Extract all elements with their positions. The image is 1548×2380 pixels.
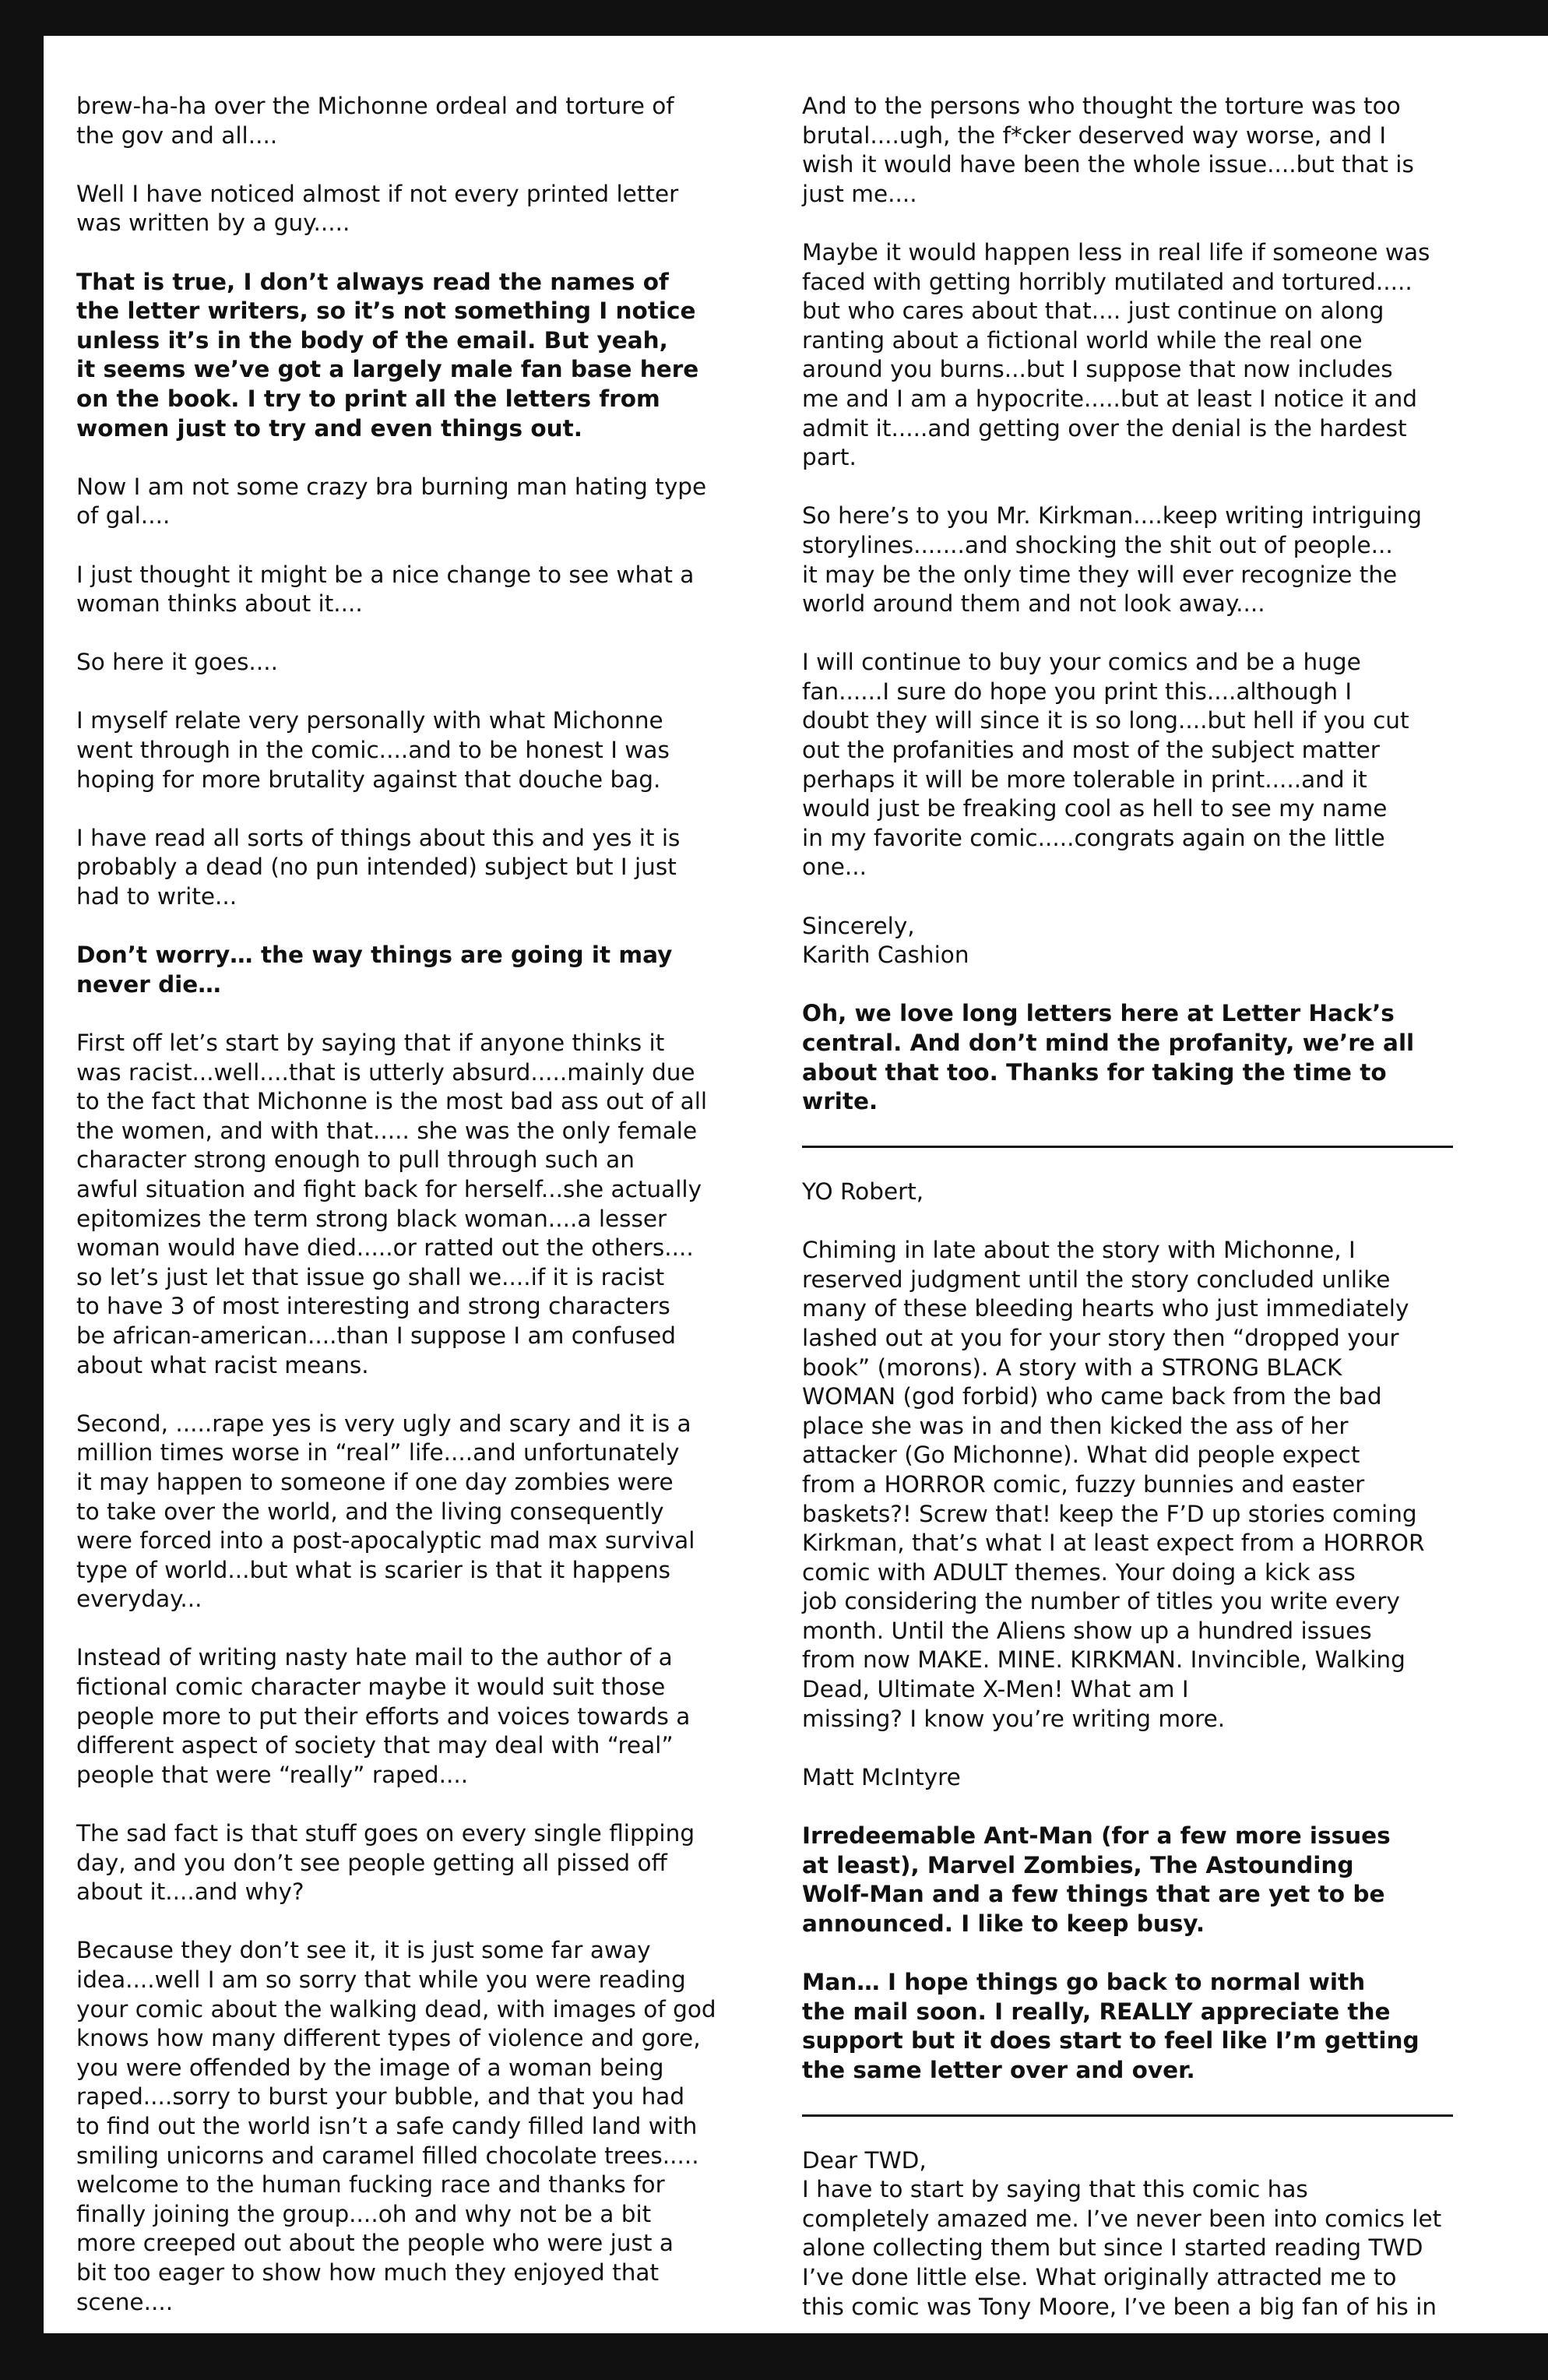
letter-paragraph: I just thought it might be a nice change to see what a woman thinks about it....	[76, 561, 695, 618]
letter-paragraph: So here it goes....	[76, 649, 278, 676]
letter-paragraph: I have read all sorts of things about this and yes it is probably a dead (no pun intended) subject but I just had to write...	[76, 824, 681, 910]
letter-paragraph: Dear TWD, I have to start by saying that this comic has completely amazed me. I’ve never been into comics let alone collecting them but since I started reading TWD I’ve done little else. What originally attracted me to this comic was Tony Moore, I’ve been a big fan of his in	[802, 2146, 1442, 2320]
letter-paragraph: Second, .....rape yes is very ugly and scary and it is a million times worse in “real” life....and unfortunately it may happen to someone if one day zombies were to take over the world, and the living consequently were forced into a post-apocalyptic mad max survival type of world...but what is scarier is that it happens everyday...	[76, 1410, 695, 1613]
letter-paragraph: Well I have noticed almost if not every printed letter was written by a guy.....	[76, 180, 679, 237]
letter-paragraph: I myself relate very personally with what Michonne went through in the comic....and to be honest I was hoping for more brutality against that douche bag.	[76, 707, 670, 793]
letter-paragraph: So here’s to you Mr. Kirkman....keep writing intriguing storylines.......and shocking the shit out of people... it may be the only time they will ever recognize the world around them and not look away....	[802, 502, 1422, 618]
section-divider	[802, 2114, 1453, 2117]
right-column	[802, 92, 1487, 2351]
letter-paragraph: Matt McIntyre	[802, 1763, 961, 1790]
editor-reply: Don’t worry… the way things are going it may never die…	[76, 942, 673, 998]
letter-paragraph: Because they don’t see it, it is just some far away idea....well I am so sorry that while you were reading your comic about the walking dead, with images of god knows how many different types of violence and gore, you were offended by the image of a woman being raped....sorry to burst your bubble, and that you had to find out the world isn’t a safe candy filled land with smiling unicorns and caramel filled chocolate trees..... welcome to the human fucking race and thanks for finally joining the group....oh and why not be a bit more creeped out about the people who were just a bit too eager to show how much they enjoyed that scene....	[76, 1937, 716, 2315]
letter-paragraph: YO Robert,	[802, 1178, 924, 1205]
editor-reply: Irredeemable Ant-Man (for a few more issues at least), Marvel Zombies, The Astounding Wolf-Man and a few things that are yet to be announced. I like to keep busy.	[802, 1822, 1391, 1937]
letter-paragraph: The sad fact is that stuff goes on every single flipping day, and you don’t see people getting all pissed off about it....and why?	[76, 1820, 695, 1906]
section-divider	[802, 1146, 1453, 1148]
letter-paragraph: Instead of writing nasty hate mail to the author of a fictional comic character maybe it would suit those people more to put their efforts and voices towards a different aspect of society that may deal with “real” people that were “really” raped....	[76, 1644, 691, 1788]
letters-page	[44, 36, 1548, 2333]
letter-paragraph: brew-ha-ha over the Michonne ordeal and torture of the gov and all....	[76, 93, 674, 149]
letter-paragraph: First off let’s start by saying that if anyone thinks it was racist...well....that is utterly absurd.....mainly due to the fact that Michonne is the most bad ass out of all the women, and with that..... she was the only female character strong enough to pull through such an awful situation and fight back for herself...she actually epitomizes the term strong black woman....a lesser woman would have died.....or ratted out the others.... so let’s just let that issue go shall we....if it is racist to have 3 of most interesting and strong characters be african-american....than I suppose I am confused about what racist means.	[76, 1030, 708, 1378]
letter-paragraph: Chiming in late about the story with Michonne, I reserved judgment until the story concluded unlike many of these bleeding hearts who just immediately lashed out at you for your story then “dropped your book” (morons). A story with a STRONG BLACK WOMAN (god forbid) who came back from the bad place she was in and then kicked the ass of her attacker (Go Michonne). What did people expect from a HORROR comic, fuzzy bunnies and easter baskets?! Screw that! keep the F’D up stories coming Kirkman, that’s what I at least expect from a HORROR comic with ADULT themes. Your doing a kick ass job considering the number of titles you write every month. Until the Aliens show up a hundred issues from now MAKE. MINE. KIRKMAN. Invincible, Walking Dead, Ultimate X-Men! What am I missing? I know you’re writing more.	[802, 1237, 1425, 1732]
letter-paragraph: I will continue to buy your comics and be a huge fan......I sure do hope you print this....although I doubt they will since it is so long....but hell if you cut out the profanities and most of the subject matter perhaps it will be more tolerable in print.....and it would just be freaking cool as hell to see my name in my favorite comic.....congrats again on the little one...	[802, 649, 1409, 881]
editor-reply: That is true, I don’t always read the names of the letter writers, so it’s not something I notice unless it’s in the body of the email. But yeah, it seems we’ve got a largely male fan base here on the book. I try to print all the letters from women just to try and even things out.	[76, 268, 699, 442]
editor-reply: Oh, we love long letters here at Letter Hack’s central. And don’t mind the profanity, we’re all about that too. Thanks for taking the time to write.	[802, 1000, 1415, 1115]
editor-reply: Man… I hope things go back to normal with the mail soon. I really, REALLY appreciate the support but it does start to feel like I’m getting the same letter over and over.	[802, 1969, 1420, 2083]
letter-paragraph: Maybe it would happen less in real life if someone was faced with getting horribly mutilated and tortured..... but who cares about that.... just continue on along ranting about a fictional world while the real one around you burns...but I suppose that now includes me and I am a hypocrite.....but at least I notice it and admit it.....and getting over the denial is the hardest part.	[802, 238, 1430, 471]
letter-paragraph: Now I am not some crazy bra burning man hating type of gal....	[76, 473, 707, 530]
left-column	[76, 92, 808, 2347]
letter-paragraph: Sincerely, Karith Cashion	[802, 912, 969, 969]
letter-paragraph: And to the persons who thought the torture was too brutal....ugh, the f*cker deserved way worse, and I wish it would have been the whole issue....but that is just me....	[802, 93, 1414, 207]
